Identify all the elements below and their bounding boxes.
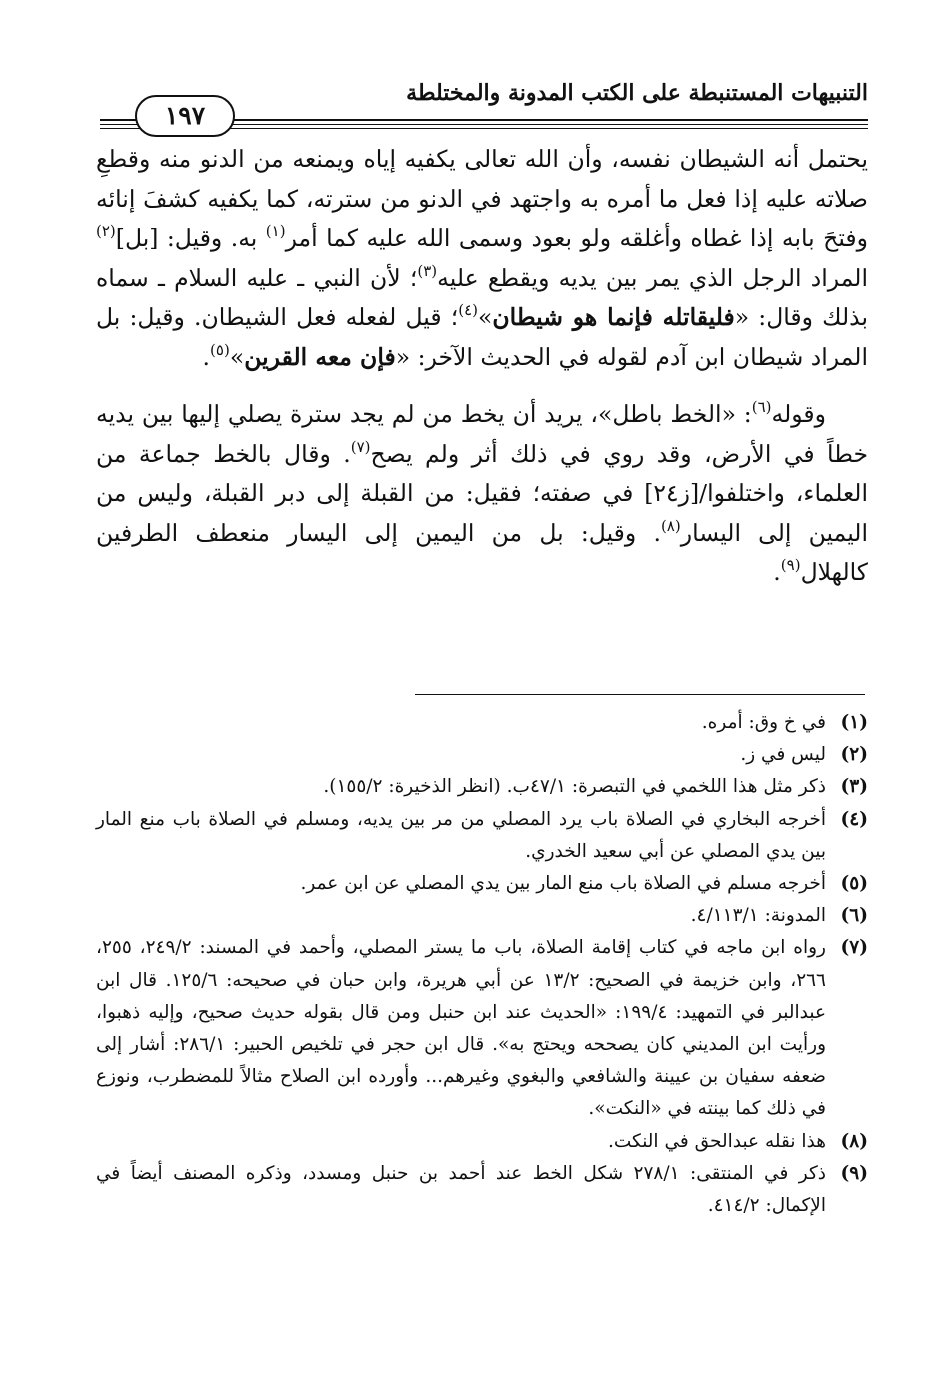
footnote-text: أخرجه مسلم في الصلاة باب منع المار بين يدي المصلي عن ابن عمر. bbox=[300, 873, 826, 895]
text-run: ؛ قيل لفعله فعل الشيطان. وقيل: بل المراد شيطان ابن آدم لقوله في الحديث الآخر: « bbox=[96, 303, 868, 371]
footnote-text: هذا نقله عبدالحق في النكت. bbox=[607, 1130, 826, 1152]
page-number: ١٩٧ bbox=[135, 95, 235, 137]
footnote-ref: (٧) bbox=[350, 437, 371, 456]
footnote-number: (٤) bbox=[840, 808, 868, 830]
footnote-number: (٦) bbox=[840, 905, 868, 927]
footnote-text: ليس في ز. bbox=[740, 744, 826, 766]
text-run: : «الخط باطل»، يريد أن يخط من لم يجد سترة يصلي إليها بين يديه خطاً في الأرض، وقد روي في ذلك أثر ولم يصح bbox=[96, 400, 869, 468]
footnote bbox=[96, 1158, 868, 1222]
text-run: . وقيل: بل من اليمين إلى اليسار منعطف الطرفين كالهلال bbox=[96, 518, 868, 586]
footnote-text: أخرجه البخاري في الصلاة باب يرد المصلي من مر بين يديه، ومسلم في الصلاة باب منع المار بين يدي المصلي عن أبي سعيد الخدري. bbox=[96, 808, 826, 862]
running-title: التنبيهات المستنبطة على الكتب المدونة والمختلطة bbox=[406, 80, 868, 106]
footnote-text: ذكر في المنتقى: ٢٧٨/١ شكل الخط عند أحمد بن حنبل ومسدد، وذكره المصنف أيضاً في الإكمال: ٤١٤/٢. bbox=[96, 1162, 826, 1217]
footnote bbox=[96, 739, 868, 771]
footnote-number: (٣) bbox=[840, 776, 868, 798]
footnote-ref: (٣) bbox=[417, 261, 438, 280]
text-run: يحتمل أنه الشيطان نفسه، وأن الله تعالى يكفيه إياه ويمنعه من الدنو منه وقطعِ صلاته عليه إذا فعل ما أمره به واجتهد في الدنو من سترته، كما يكفيه كشفَ إنائه وفتحَ بابه إذا غطاه وأغلقه ولو بعود وسمى الله عليه كما أمر bbox=[96, 145, 868, 252]
footnote-ref: (٤) bbox=[458, 301, 479, 319]
hadith-quote: فإن معه القرين bbox=[244, 342, 396, 371]
footnote-number: (٥) bbox=[840, 873, 868, 895]
footnote-ref: (٥) bbox=[210, 340, 230, 359]
footnote bbox=[96, 804, 868, 868]
text-run: » bbox=[478, 303, 493, 331]
footnote bbox=[96, 707, 868, 739]
paragraph-1 bbox=[96, 140, 868, 377]
footnote bbox=[96, 1126, 868, 1158]
footnote-text: في خ وق: أمره. bbox=[701, 712, 826, 733]
footnote-number: (١) bbox=[840, 712, 868, 733]
footnote-ref: (٢) bbox=[96, 222, 116, 240]
text-run: المراد الرجل الذي يمر بين يديه ويقطع عليه bbox=[437, 263, 868, 292]
footnote-text: ذكر مثل هذا اللخمي في التبصرة: ٤٧/١ب. (انظر الذخيرة: ١٥٥/٢). bbox=[323, 776, 826, 798]
footnote-text: رواه ابن ماجه في كتاب إقامة الصلاة، باب ما يستر المصلي، وأحمد في المسند: ٢٤٩/٢، ٢٥٥، ٢٦٦، وابن خزيمة في الصحيح: ١٣/٢ عن أبي هريرة، وابن حبان في صحيحه: ١٢٥/٦. قال ابن عبدالبر في التمهيد: ١٩٩/٤: «الحديث عند ابن حنبل ومن قال بقوله حديث صحيح، وإليه ذهبوا، ورأيت ابن المديني كان يصححه ويحتج به». قال ابن حجر في تلخيص الحبير: ٢٨٦/١: أشار إلى ضعفه سفيان بن عيينة والشافعي والبغوي وغيرهم... وأورده ابن الصلاح مثالاً للمضطرب، ونوزع في ذلك كما بينته في «النكت». bbox=[96, 937, 827, 1120]
footnote bbox=[96, 900, 868, 932]
text-run: ؛ لأن النبي ـ عليه السلام ـ سماه بذلك وقال: « bbox=[96, 263, 868, 331]
footnote-number: (٩) bbox=[840, 1162, 868, 1184]
footnote-ref: (٨) bbox=[660, 516, 681, 535]
footnote-number: (٨) bbox=[840, 1130, 868, 1152]
footnote-number: (٧) bbox=[840, 937, 868, 959]
footnote-separator bbox=[415, 694, 865, 695]
footnote bbox=[96, 932, 868, 1125]
footnote-number: (٢) bbox=[840, 744, 868, 766]
text-run: . bbox=[773, 558, 781, 586]
text-run: به. وقيل: [بل] bbox=[115, 224, 266, 252]
footnote-ref: (٦) bbox=[751, 398, 772, 416]
text-run: » bbox=[229, 342, 245, 371]
hadith-quote: فليقاتله فإنما هو شيطان bbox=[492, 303, 735, 331]
text-run: . bbox=[202, 342, 211, 371]
footnote bbox=[96, 771, 868, 803]
footnote bbox=[96, 868, 868, 900]
text-run: . وقال بالخط جماعة من العلماء، واختلفوا/[ز٢٤] في صفته؛ فقيل: من القبلة إلى دبر القبلة، وليس من اليمين إلى اليسار bbox=[96, 439, 868, 547]
text-run: وقوله bbox=[771, 400, 826, 428]
paragraph-2 bbox=[96, 395, 868, 593]
footnotes bbox=[96, 707, 868, 1222]
footnote-ref: (٩) bbox=[780, 556, 801, 574]
footnote-ref: (١) bbox=[265, 222, 286, 240]
footnote-text: المدونة: ٤/١١٣/١. bbox=[690, 905, 826, 927]
main-text bbox=[96, 140, 868, 593]
